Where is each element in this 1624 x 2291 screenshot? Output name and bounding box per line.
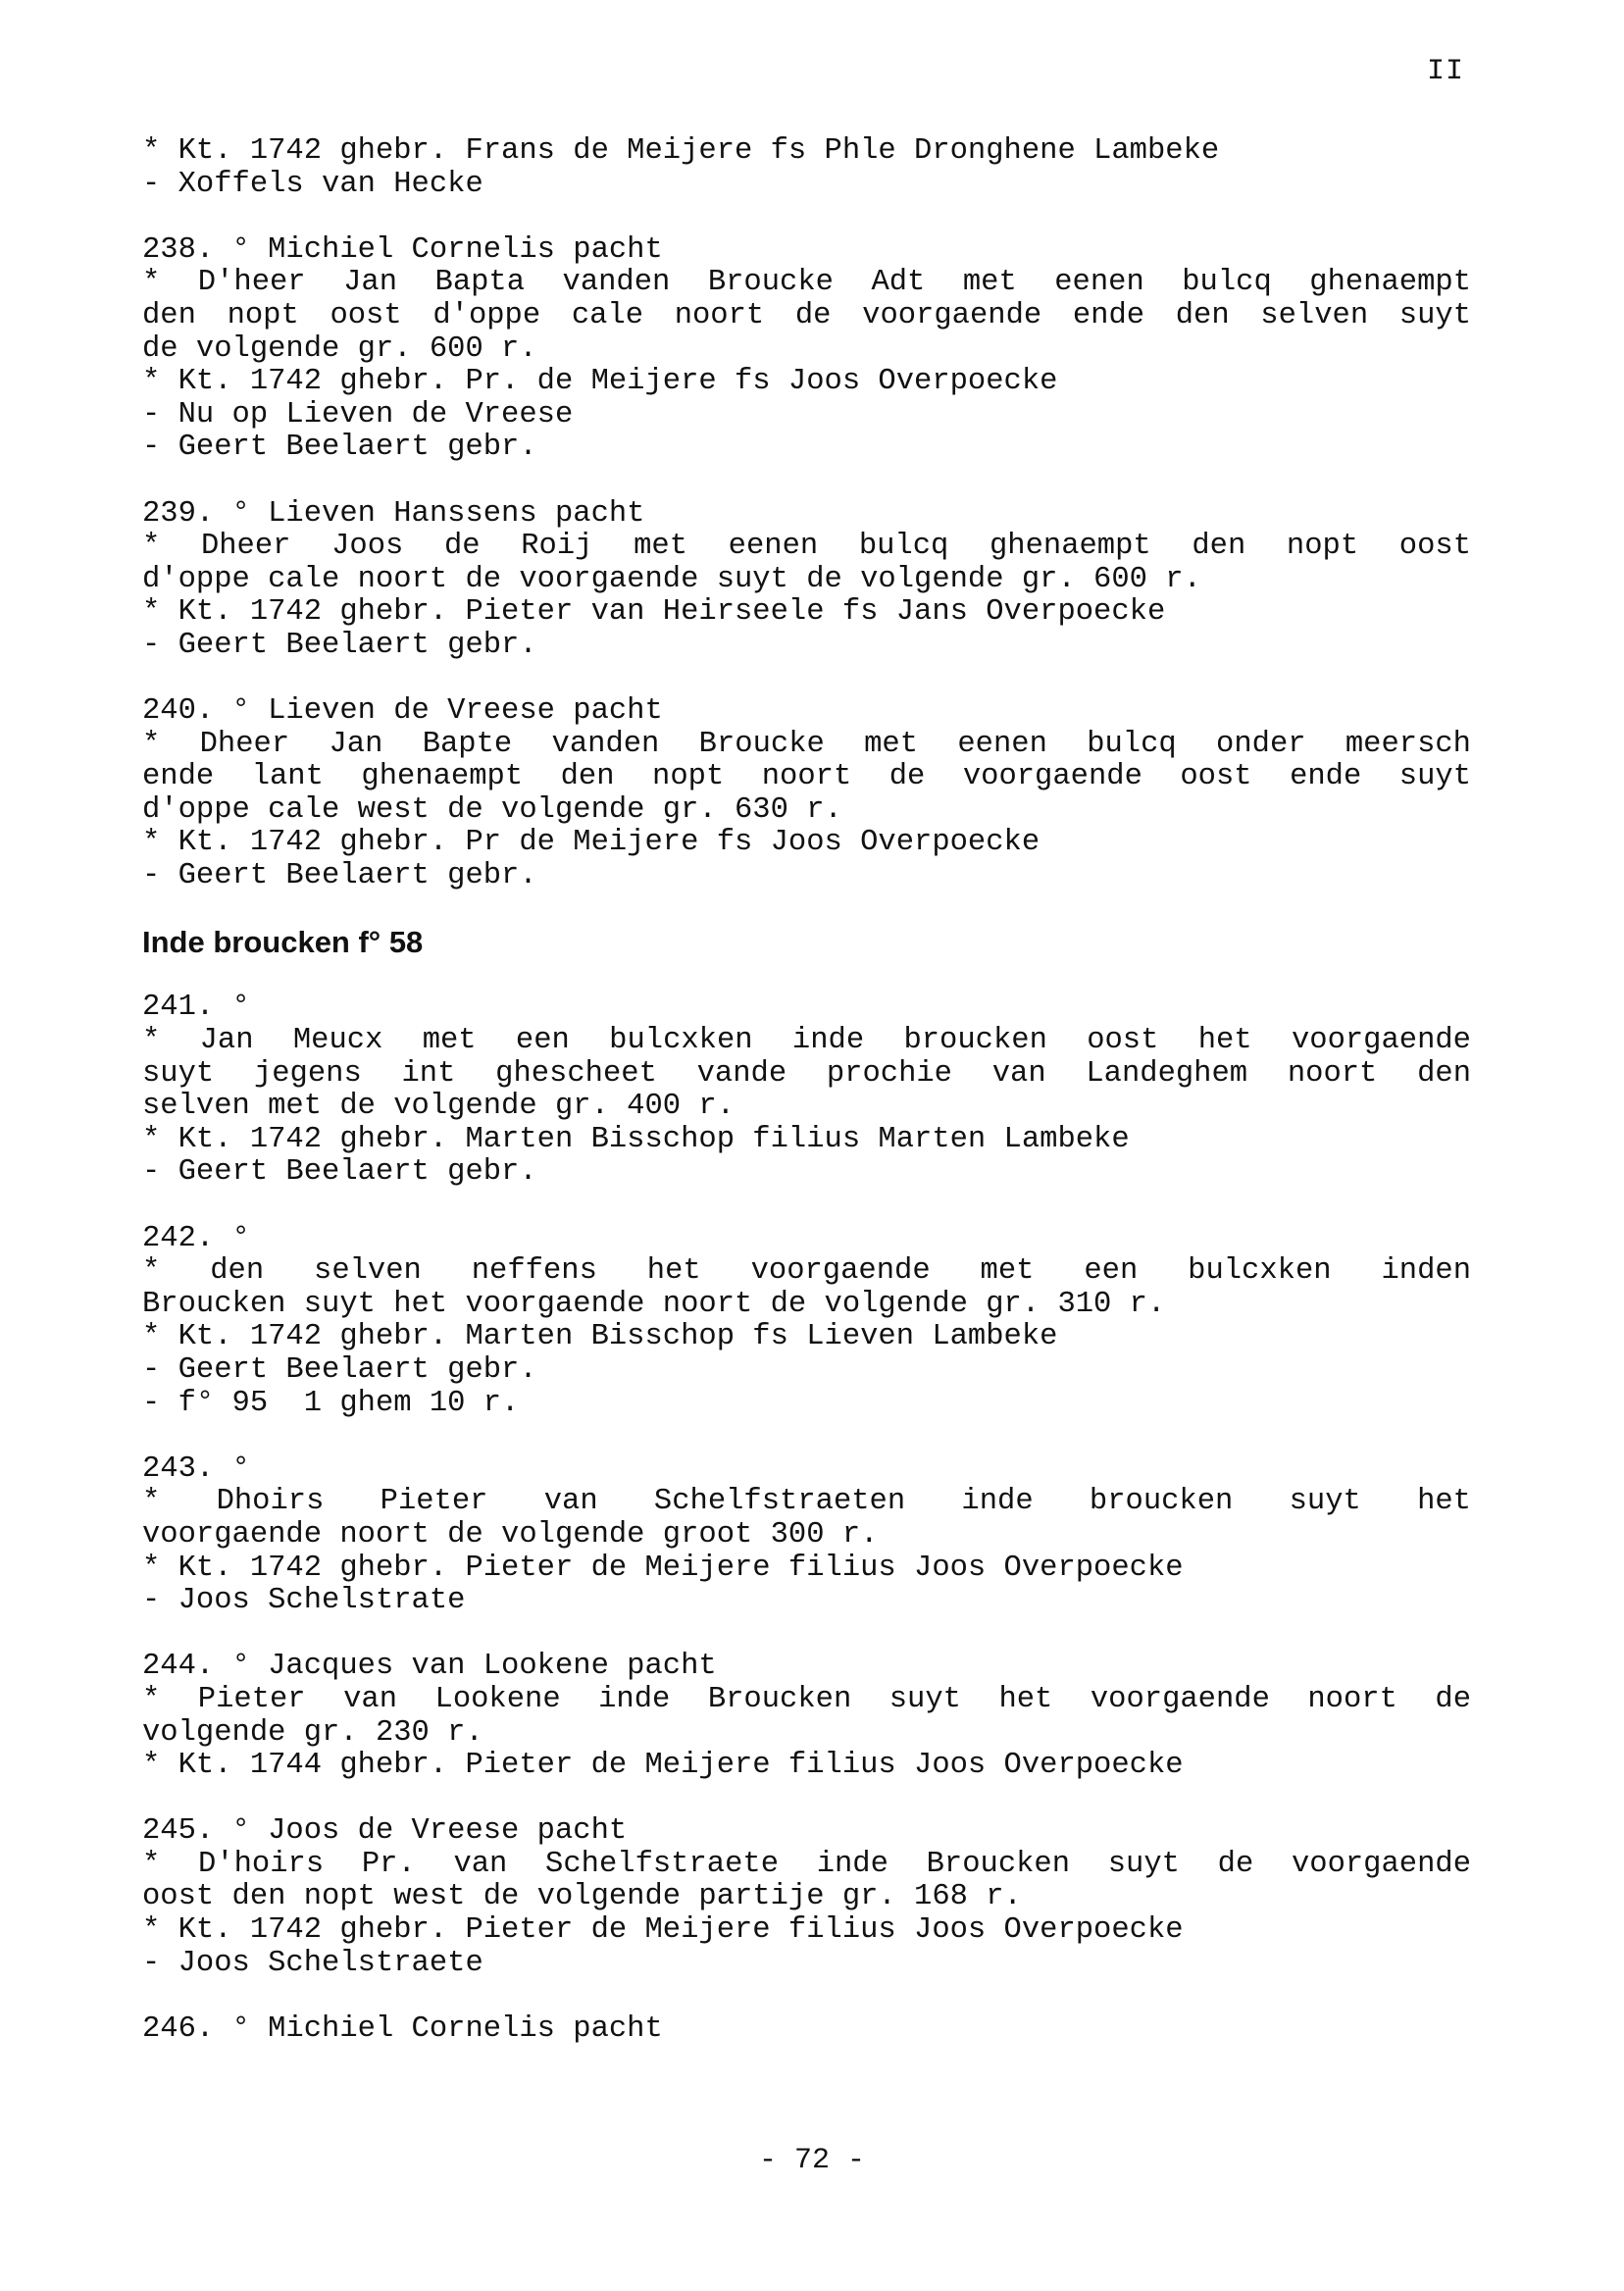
text-line: - Geert Beelaert gebr. <box>142 1353 537 1387</box>
text-line: 245. ° Joos de Vreese pacht <box>142 1815 628 1849</box>
text-line: * Kt. 1742 ghebr. Pieter de Meijere filius Joos Overpoecke <box>142 1914 1184 1948</box>
text-line: - Joos Schelstrate <box>142 1585 466 1618</box>
text-line: 239. ° Lieven Hanssens pacht <box>142 497 645 531</box>
text-line: - Xoffels van Hecke <box>142 168 483 201</box>
page-number: - 72 - <box>758 2144 866 2177</box>
text-line: - f° 95 1 ghem 10 r. <box>142 1387 520 1420</box>
text-line: oost den nopt west de volgende partije gr. 168 r. <box>142 1881 1022 1914</box>
text-line: ende lant ghenaempt den nopt noort de voorgaende oost ende suyt <box>142 761 1471 794</box>
text-line: * Pieter van Lookene inde Broucken suyt het voorgaende noort de <box>142 1683 1471 1716</box>
record-entry <box>142 992 1471 1190</box>
text-line: - Geert Beelaert gebr. <box>142 432 537 465</box>
record-entry <box>142 1223 1471 1421</box>
text-line: 241. ° <box>142 992 250 1025</box>
text-line: - Geert Beelaert gebr. <box>142 629 537 662</box>
text-line: * Kt. 1742 ghebr. Pieter van Heirseele fs Jans Overpoecke <box>142 596 1166 630</box>
record-entry <box>142 1453 1471 1618</box>
record-entry <box>142 498 1471 663</box>
text-line: den nopt oost d'oppe cale noort de voorgaende ende den selven suyt <box>142 299 1471 332</box>
text-line: selven met de volgende gr. 400 r. <box>142 1091 735 1124</box>
record-entry <box>142 2013 1471 2047</box>
section-heading: Inde broucken f° 58 <box>142 925 424 960</box>
text-line: * Kt. 1742 ghebr. Pr de Meijere fs Joos Overpoecke <box>142 827 1040 860</box>
text-line: * Kt. 1742 ghebr. Frans de Meijere fs Phle Dronghene Lambeke <box>142 135 1220 168</box>
text-line: 242. ° <box>142 1222 250 1255</box>
text-line: * D'hoirs Pr. van Schelfstraete inde Broucken suyt de voorgaende <box>142 1848 1471 1881</box>
text-line: * Dhoirs Pieter van Schelfstraeten inde broucken suyt het <box>142 1486 1471 1519</box>
text-line: voorgaende noort de volgende groot 300 r. <box>142 1518 879 1552</box>
text-line: - Geert Beelaert gebr. <box>142 860 537 893</box>
text-line: Broucken suyt het voorgaende noort de volgende gr. 310 r. <box>142 1288 1166 1321</box>
text-line: 243. ° <box>142 1452 250 1486</box>
text-line: * Jan Meucx met een bulcxken inde broucken oost het voorgaende <box>142 1025 1471 1058</box>
document-body <box>142 135 1471 2079</box>
text-line: * den selven neffens het voorgaende met een bulcxken inden <box>142 1255 1471 1289</box>
record-entry <box>142 1815 1471 1980</box>
text-line: d'oppe cale west de volgende gr. 630 r. <box>142 793 842 827</box>
text-line: * D'heer Jan Bapta vanden Broucke Adt met eenen bulcq ghenaempt <box>142 267 1471 300</box>
text-line: * Kt. 1742 ghebr. Pieter de Meijere filius Joos Overpoecke <box>142 1552 1184 1585</box>
text-line: 238. ° Michiel Cornelis pacht <box>142 233 663 267</box>
text-line: suyt jegens int ghescheet vande prochie van Landeghem noort den <box>142 1057 1471 1091</box>
text-line: volgende gr. 230 r. <box>142 1716 483 1750</box>
record-entry <box>142 1651 1471 1782</box>
text-line: 240. ° Lieven de Vreese pacht <box>142 695 663 729</box>
text-line: * Kt. 1742 ghebr. Marten Bisschop filius Marten Lambeke <box>142 1123 1130 1156</box>
section-mark: II <box>1427 55 1465 88</box>
record-entry <box>142 135 1471 201</box>
record-entry <box>142 695 1471 893</box>
text-line: 244. ° Jacques van Lookene pacht <box>142 1651 717 1684</box>
text-line: * Dheer Joos de Roij met eenen bulcq ghenaempt den nopt oost <box>142 531 1471 564</box>
text-line: - Joos Schelstraete <box>142 1947 483 1980</box>
text-line: - Geert Beelaert gebr. <box>142 1156 537 1190</box>
text-line: d'oppe cale noort de voorgaende suyt de volgende gr. 600 r. <box>142 563 1201 596</box>
text-line: * Dheer Jan Bapte vanden Broucke met eenen bulcq onder meersch <box>142 728 1471 761</box>
text-line: * Kt. 1744 ghebr. Pieter de Meijere filius Joos Overpoecke <box>142 1750 1184 1783</box>
record-entry <box>142 234 1471 465</box>
text-line: * Kt. 1742 ghebr. Pr. de Meijere fs Joos Overpoecke <box>142 366 1058 399</box>
text-line: de volgende gr. 600 r. <box>142 332 537 366</box>
text-line: * Kt. 1742 ghebr. Marten Bisschop fs Lieven Lambeke <box>142 1321 1058 1354</box>
text-line: - Nu op Lieven de Vreese <box>142 398 574 432</box>
text-line: 246. ° Michiel Cornelis pacht <box>142 2012 663 2046</box>
